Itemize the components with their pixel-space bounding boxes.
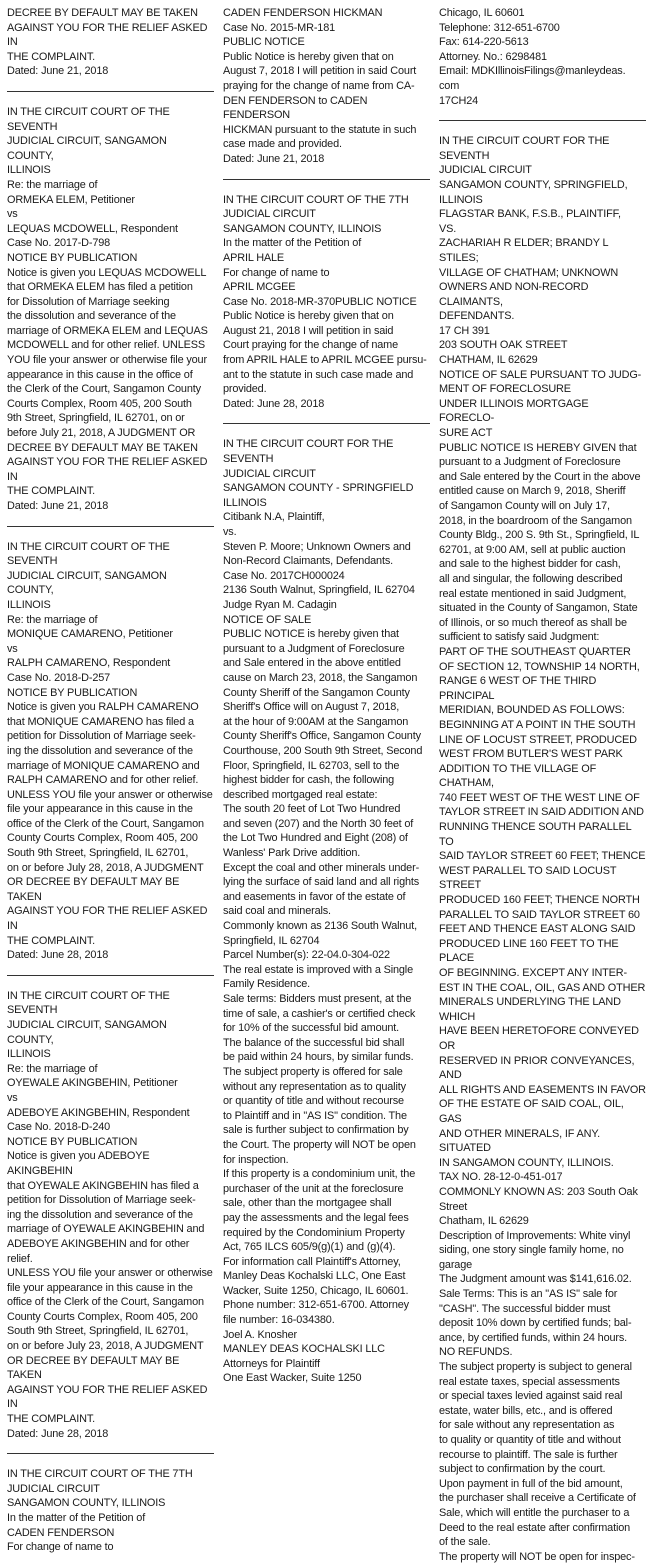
notice-line: PUBLIC NOTICE IS HEREBY GIVEN that <box>439 441 637 454</box>
notice-line: County Bldg., 200 S. 9th St., Springfield, IL <box>439 529 640 542</box>
notice-separator <box>7 91 214 92</box>
notice-line: The balance of the successful bid shall <box>223 1036 405 1049</box>
notice-line: Notice is given you LEQUAS MCDOWELL <box>7 266 207 279</box>
notice-line: Dated: June 21, 2018 <box>7 65 109 78</box>
notice-line: LINE OF LOCUST STREET, PRODUCED <box>439 733 637 746</box>
notice-line: County Courts Complex, Room 405, 200 <box>7 1310 198 1323</box>
notice-line: WEST FROM BUTLER'S WEST PARK <box>439 748 623 761</box>
notice-line: Court praying for the change of name <box>223 339 399 352</box>
notice-line: Attorney. No.: 6298481 <box>439 50 547 63</box>
notice-line: South 9th Street, Springfield, IL 62701, <box>7 847 189 860</box>
notice-line: AGAINST YOU FOR THE RELIEF ASKED IN <box>7 1383 208 1411</box>
notice-line: ant to the statute in such case made and <box>223 368 414 381</box>
notice-line: For change of name to <box>7 1541 114 1554</box>
notice-line: be paid within 24 hours, by similar funds. <box>223 1051 414 1064</box>
notice-line: WEST PARALLEL TO SAID LOCUST STREET <box>439 864 617 892</box>
notice-line: entitled cause on March 9, 2018, Sheriff <box>439 485 626 498</box>
notice-line: Case No. 2018-D-257 <box>7 671 111 684</box>
notice-line: The south 20 feet of Lot Two Hundred <box>223 803 401 816</box>
notice-line: Dated: June 28, 2018 <box>223 397 325 410</box>
notice-line: Family Residence. <box>223 978 311 991</box>
notice-line: Dated: June 28, 2018 <box>7 949 109 962</box>
notice-line: MONIQUE CAMARENO, Petitioner <box>7 628 173 641</box>
notice-line: IN THE CIRCUIT COURT OF THE SEVENTH <box>7 540 170 568</box>
legal-notice <box>7 105 214 514</box>
notice-line: MENT OF FORECLOSURE <box>439 383 571 396</box>
notice-line: HAVE BEEN HERETOFORE CONVEYED OR <box>439 1025 639 1052</box>
notice-line: 9th Street, Springfield, IL 62701, on or <box>7 412 185 425</box>
notice-line: OF THE ESTATE OF SAID COAL, OIL, GAS <box>439 1098 624 1125</box>
legal-notice <box>7 989 214 1441</box>
notice-line: marriage of MONIQUE CAMARENO and <box>7 759 200 772</box>
notice-line: vs <box>7 642 18 655</box>
notice-line: Chicago, IL 60601 <box>439 7 525 19</box>
notice-line: BEGINNING AT A POINT IN THE SOUTH <box>439 718 636 731</box>
notice-line: UNLESS YOU file your answer or otherwise <box>7 788 213 801</box>
notice-line: RALPH CAMARENO and for other relief. <box>7 774 199 787</box>
notice-line: recourse to plaintiff. The sale is further <box>439 1448 618 1461</box>
notice-line: Parcel Number(s): 22-04.0-304-022 <box>223 949 390 962</box>
notice-line: petition for Dissolution of Marriage seek- <box>7 1194 196 1207</box>
notice-line: 740 FEET WEST OF THE WEST LINE OF <box>439 791 640 804</box>
notice-line: OR DECREE BY DEFAULT MAY BE TAKEN <box>7 876 180 903</box>
notice-line: ALL RIGHTS AND EASEMENTS IN FAVOR <box>439 1083 646 1096</box>
notice-line: NO REFUNDS. <box>439 1346 513 1359</box>
notice-line: 17CH24 <box>439 94 479 107</box>
notice-line: In the matter of the Petition of <box>223 237 362 250</box>
notice-separator <box>223 423 430 424</box>
notice-line: Wanless' Park Drive addition. <box>223 847 361 860</box>
notice-line: Sale Terms: This is an "AS IS" sale for <box>439 1288 618 1301</box>
notice-line: One East Wacker, Suite 1250 <box>223 1372 362 1385</box>
notice-line: Public Notice is hereby given that on <box>223 50 394 63</box>
notice-line: IN SANGAMON COUNTY, ILLINOIS. <box>439 1156 614 1169</box>
notice-line: office of the Clerk of the Court, Sangamon <box>7 1296 204 1309</box>
notice-line: all and singular, the following described <box>439 572 623 585</box>
notice-line: Case No. 2015-MR-181 <box>223 21 336 34</box>
notice-line: For information call Plaintiff's Attorney, <box>223 1255 401 1268</box>
notice-line: before July 21, 2018, A JUDGMENT OR <box>7 427 196 440</box>
notice-line: TAYLOR STREET IN SAID ADDITION AND <box>439 806 644 819</box>
notice-line: garage <box>439 1258 473 1271</box>
notice-line: Dated: June 28, 2018 <box>7 1427 109 1440</box>
notice-line: YOU file your answer or otherwise file your <box>7 354 207 367</box>
notice-line: Courts Complex, Room 405, 200 South <box>7 397 192 410</box>
notice-line: highest bidder for cash, the following <box>223 774 395 787</box>
notice-line: VS. <box>439 222 457 235</box>
notice-line: Sheriff's Office will on August 7, 2018, <box>223 701 400 714</box>
notice-line: In the matter of the Petition of <box>7 1512 146 1524</box>
notice-line: OF SECTION 12, TOWNSHIP 14 NORTH, <box>439 660 640 673</box>
notice-line: NOTICE BY PUBLICATION <box>7 251 138 264</box>
notice-line: file your appearance in this cause in the <box>7 803 193 816</box>
notice-line: DECREE BY DEFAULT MAY BE TAKEN <box>7 7 198 19</box>
notice-line: sale is further subject to confirmation by <box>223 1124 409 1137</box>
notice-line: or special taxes levied against said real <box>439 1390 623 1403</box>
notice-line: OR DECREE BY DEFAULT MAY BE TAKEN <box>7 1354 180 1382</box>
notice-line: office of the Clerk of the Court, Sangamon <box>7 817 204 830</box>
notice-line: purchaser of the unit at the foreclosure <box>223 1182 404 1195</box>
notice-line: without any representation as to quality <box>223 1080 406 1093</box>
notice-line: that MONIQUE CAMARENO has filed a <box>7 715 194 728</box>
notice-line: CADEN FENDERSON <box>7 1526 115 1539</box>
notice-line: deposit 10% down by certified funds; bal- <box>439 1317 632 1330</box>
notice-line: DECREE BY DEFAULT MAY BE TAKEN <box>7 441 198 454</box>
notice-line: Re: the marriage of <box>7 613 98 626</box>
notice-line: time of sale, a cashier's or certified check <box>223 1007 416 1020</box>
notice-line: com <box>439 79 460 92</box>
notice-line: VILLAGE OF CHATHAM; UNKNOWN <box>439 266 619 279</box>
notice-line: RANGE 6 WEST OF THE THIRD PRINCIPAL <box>439 675 597 702</box>
notice-line: JUDICIAL CIRCUIT <box>7 1482 100 1495</box>
notice-separator <box>223 179 430 180</box>
notice-line: that OYEWALE AKINGBEHIN has filed a <box>7 1179 199 1192</box>
notice-line: MANLEY DEAS KOCHALSKI LLC <box>223 1343 385 1356</box>
notice-line: Commonly known as 2136 South Walnut, <box>223 920 417 933</box>
notice-line: The subject property is subject to general <box>439 1361 632 1374</box>
notice-line: provided. <box>223 383 267 396</box>
notice-line: Case No. 2017CH000024 <box>223 569 345 582</box>
notice-line: Act, 765 ILCS 605/9(g)(1) and (g)(4). <box>223 1241 396 1254</box>
notice-line: ZACHARIAH R ELDER; BRANDY L STILES; <box>439 237 609 264</box>
notice-line: Joel A. Knosher <box>223 1328 298 1341</box>
notice-line: SANGAMON COUNTY, ILLINOIS <box>7 1497 166 1510</box>
column-1 <box>7 6 214 1554</box>
notice-line: THE COMPLAINT. <box>7 1413 96 1426</box>
notice-line: described mortgaged real estate: <box>223 788 378 801</box>
notice-line: Description of Improvements: White vinyl <box>439 1229 631 1242</box>
notice-line: Notice is given you ADEBOYE AKINGBEHIN <box>7 1150 150 1177</box>
notice-line: Deed to the real estate after confirmation <box>439 1521 631 1534</box>
notice-line: sufficient to satisfy said Judgment: <box>439 631 600 644</box>
notice-line: 2018, in the boardroom of the Sangamon <box>439 514 632 527</box>
notice-line: Springfield, IL 62704 <box>223 934 320 947</box>
notice-line: HICKMAN pursuant to the statute in such <box>223 123 417 136</box>
notice-line: OF BEGINNING. EXCEPT ANY INTER- <box>439 967 627 979</box>
notice-line: PUBLIC NOTICE <box>223 36 305 49</box>
notice-line: Upon payment in full of the bid amount, <box>439 1477 623 1490</box>
notice-line: PRODUCED 160 FEET; THENCE NORTH <box>439 894 640 907</box>
notice-line: from APRIL HALE to APRIL MCGEE pursu- <box>223 354 427 367</box>
notice-line: JUDICIAL CIRCUIT <box>223 467 316 480</box>
notice-line: the Clerk of the Court, Sangamon County <box>7 383 201 396</box>
notice-line: Re: the marriage of <box>7 178 98 191</box>
notice-line: Judge Ryan M. Cadagin <box>223 598 337 611</box>
notice-line: Courthouse, 200 South 9th Street, Second <box>223 744 423 757</box>
notice-line: AGAINST YOU FOR THE RELIEF ASKED IN <box>7 21 208 49</box>
notice-line: PARALLEL TO SAID TAYLOR STREET 60 <box>439 908 640 921</box>
notice-line: 62701, at 9:00 AM, sell at public auction <box>439 543 626 556</box>
notice-line: OWNERS AND NON-RECORD CLAIMANTS, <box>439 281 589 308</box>
notice-line: and seven (207) and the North 30 feet of <box>223 817 414 830</box>
notice-line: cause on March 23, 2018, the Sangamon <box>223 671 418 684</box>
notice-line: If this property is a condominium unit, the <box>223 1168 416 1181</box>
notice-line: The subject property is offered for sale <box>223 1065 403 1078</box>
notice-line: ILLINOIS <box>7 598 51 611</box>
notice-line: FLAGSTAR BANK, F.S.B., PLAINTIFF, <box>439 208 621 221</box>
notice-line: RESERVED IN PRIOR CONVEYANCES, AND <box>439 1054 635 1082</box>
notice-line: RUNNING THENCE SOUTH PARALLEL TO <box>439 821 632 848</box>
notice-line: Floor, Springfield, IL 62703, sell to the <box>223 759 400 772</box>
notice-line: MINERALS UNDERLYING THE LAND WHICH <box>439 996 621 1023</box>
notice-line: MCDOWELL and for other relief. UNLESS <box>7 339 206 352</box>
notice-line: For change of name to <box>223 266 330 279</box>
notice-line: ADEBOYE AKINGBEHIN, Respondent <box>7 1106 190 1119</box>
notice-line: sale, other than the mortgagee shall <box>223 1197 392 1210</box>
notice-line: Attorneys for Plaintiff <box>223 1357 320 1370</box>
notice-line: SAID TAYLOR STREET 60 FEET; THENCE <box>439 850 646 863</box>
notice-line: marriage of ORMEKA ELEM and LEQUAS <box>7 324 208 337</box>
notice-line: vs. <box>223 526 237 538</box>
notice-line: Re: the marriage of <box>7 1062 98 1075</box>
notice-line: to Plaintiff and in "AS IS" condition. The <box>223 1109 407 1122</box>
notice-line: ILLINOIS <box>223 496 267 509</box>
notice-line: ILLINOIS <box>7 164 51 177</box>
notice-line: IN THE CIRCUIT COURT OF THE 7TH <box>7 1468 193 1481</box>
notice-line: NOTICE OF SALE PURSUANT TO JUDG- <box>439 368 642 381</box>
notice-line: JUDICIAL CIRCUIT, SANGAMON COUNTY, <box>7 135 167 162</box>
notice-line: Telephone: 312-651-6700 <box>439 21 560 34</box>
notice-line: 17 CH 391 <box>439 324 490 337</box>
notice-line: real estate taxes, special assessments <box>439 1375 620 1388</box>
legal-notice <box>223 6 430 167</box>
notice-line: vs <box>7 208 18 221</box>
notice-line: Except the coal and other minerals under- <box>223 861 420 874</box>
notice-line: Non-Record Claimants, Defendants. <box>223 555 393 568</box>
notice-line: praying for the change of name from CA- <box>223 79 415 92</box>
notice-line: Citibank N.A, Plaintiff, <box>223 511 325 524</box>
notice-line: pay the assessments and the legal fees <box>223 1211 409 1224</box>
notice-line: siding, one story single family home, no <box>439 1244 624 1257</box>
notice-line: RALPH CAMARENO, Respondent <box>7 657 171 670</box>
notice-line: OYEWALE AKINGBEHIN, Petitioner <box>7 1077 178 1090</box>
notice-line: PRODUCED LINE 160 FEET TO THE PLACE <box>439 937 619 965</box>
notice-line: for 10% of the successful bid amount. <box>223 1022 400 1035</box>
notice-line: Wacker, Suite 1250, Chicago, IL 60601. <box>223 1284 409 1297</box>
notice-line: Email: MDKIllinoisFilings@manleydeas. <box>439 65 626 78</box>
notice-line: MERIDIAN, BOUNDED AS FOLLOWS: <box>439 704 625 717</box>
notice-line: SANGAMON COUNTY - SPRINGFIELD <box>223 482 414 495</box>
notice-line: the dissolution and severance of the <box>7 310 176 323</box>
notice-separator <box>439 120 646 121</box>
notice-line: that ORMEKA ELEM has filed a petition <box>7 281 193 294</box>
notice-line: Case No. 2018-D-240 <box>7 1121 111 1134</box>
notice-line: APRIL HALE <box>223 251 285 264</box>
notice-line: the Lot Two Hundred and Eight (208) of <box>223 832 408 845</box>
notice-line: and Sale entered by the Court in the above <box>439 470 641 483</box>
notice-line: South 9th Street, Springfield, IL 62701, <box>7 1325 189 1338</box>
notice-line: Street <box>439 1200 468 1213</box>
notice-line: pursuant to a Judgment of Foreclosure <box>439 456 621 469</box>
notice-line: NOTICE OF SALE <box>223 613 312 626</box>
notice-line: of Illinois, or so much thereof as shall be <box>439 616 627 629</box>
notice-line: AGAINST YOU FOR THE RELIEF ASKED IN <box>7 456 208 483</box>
notice-line: at the hour of 9:00AM at the Sangamon <box>223 715 409 728</box>
notice-line: JUDICIAL CIRCUIT <box>439 164 532 177</box>
notice-line: ADDITION TO THE VILLAGE OF CHATHAM, <box>439 762 597 790</box>
legal-notice <box>7 6 214 79</box>
notice-line: COMMONLY KNOWN AS: 203 South Oak <box>439 1185 638 1198</box>
notice-line: the Court. The property will NOT be open <box>223 1138 416 1151</box>
notice-separator <box>7 975 214 976</box>
notice-line: ILLINOIS <box>7 1048 51 1061</box>
notice-line: to quality or quantity of title and without <box>439 1434 621 1446</box>
notice-line: IN THE CIRCUIT COURT OF THE SEVENTH <box>7 989 170 1017</box>
notice-line: DEFENDANTS. <box>439 310 515 323</box>
notice-line: APRIL MCGEE <box>223 281 296 294</box>
notice-separator <box>7 526 214 527</box>
notice-line: for inspection. <box>223 1153 289 1166</box>
notice-line: Case No. 2018-MR-370PUBLIC NOTICE <box>223 295 417 308</box>
notice-line: lying the surface of said land and all rights <box>223 876 420 889</box>
notice-line: County Sheriff's Office, Sangamon County <box>223 730 421 743</box>
notice-line: County Courts Complex, Room 405, 200 <box>7 832 198 845</box>
notice-line: LEQUAS MCDOWELL, Respondent <box>7 222 178 235</box>
notice-line: IN THE CIRCUIT COURT OF THE 7TH <box>223 193 409 206</box>
notice-line: NOTICE BY PUBLICATION <box>7 1135 138 1148</box>
legal-notice <box>7 540 214 963</box>
notice-line: required by the Condominium Property <box>223 1226 405 1239</box>
notice-line: PART OF THE SOUTHEAST QUARTER <box>439 645 631 658</box>
notice-line: Sale terms: Bidders must present, at the <box>223 993 412 1005</box>
notice-line: appearance in this cause in the office of <box>7 368 193 381</box>
notice-line: UNLESS YOU file your answer or otherwise <box>7 1267 213 1280</box>
notice-line: Phone number: 312-651-6700. Attorney <box>223 1299 409 1312</box>
notice-line: file number: 16-034380. <box>223 1314 335 1327</box>
notice-line: PUBLIC NOTICE is hereby given that <box>223 628 399 641</box>
notice-line: TAX NO. 28-12-0-451-017 <box>439 1171 563 1184</box>
notice-line: Public Notice is hereby given that on <box>223 310 394 323</box>
notice-line: situated in the County of Sangamon, State <box>439 602 638 615</box>
notice-line: SANGAMON COUNTY, ILLINOIS <box>223 222 382 235</box>
notice-line: said coal and minerals. <box>223 905 331 918</box>
legal-notice <box>439 134 646 1564</box>
notice-line: ing the dissolution and severance of the <box>7 744 193 757</box>
notice-line: vs <box>7 1091 18 1104</box>
notice-line: IN THE CIRCUIT COURT FOR THE SEVENTH <box>223 438 394 466</box>
notice-line: Chatham, IL 62629 <box>439 1215 529 1228</box>
notice-line: CADEN FENDERSON HICKMAN <box>223 7 383 19</box>
legal-notice <box>439 6 646 108</box>
notice-line: for sale without any representation as <box>439 1419 615 1432</box>
notice-line: JUDICIAL CIRCUIT <box>223 208 316 221</box>
notice-line: 2136 South Walnut, Springfield, IL 62704 <box>223 584 415 597</box>
notice-line: or quantity of title and without recourse <box>223 1095 404 1108</box>
notice-line: estate, water bills, etc., and is offered <box>439 1404 613 1417</box>
notice-line: JUDICIAL CIRCUIT, SANGAMON COUNTY, <box>7 1019 167 1046</box>
notice-line: THE COMPLAINT. <box>7 485 96 498</box>
legal-notice <box>223 437 430 1386</box>
notice-line: JUDICIAL CIRCUIT, SANGAMON COUNTY, <box>7 569 167 597</box>
notice-line: Sale, which will entitle the purchaser to a <box>439 1506 630 1519</box>
notice-line: of Sangamon County will on July 17, <box>439 500 610 512</box>
notice-line: Dated: June 21, 2018 <box>7 500 109 512</box>
notice-line: IN THE CIRCUIT COURT FOR THE SEVENTH <box>439 135 610 162</box>
column-2 <box>223 6 430 1385</box>
notice-line: real estate mentioned in said Judgment, <box>439 587 627 600</box>
notice-line: "CASH". The successful bidder must <box>439 1302 611 1315</box>
notice-line: ORMEKA ELEM, Petitioner <box>7 193 135 206</box>
notice-line: THE COMPLAINT. <box>7 934 96 947</box>
notice-line: case made and provided. <box>223 138 342 151</box>
notice-line: of the sale. <box>439 1536 491 1549</box>
notice-line: and sale to the highest bidder for cash, <box>439 558 621 571</box>
legal-notice <box>7 1467 214 1555</box>
notice-line: and Sale entered in the above entitled <box>223 657 401 670</box>
notice-line: CHATHAM, IL 62629 <box>439 354 538 367</box>
notice-line: Fax: 614-220-5613 <box>439 36 529 49</box>
legal-notice <box>223 193 430 412</box>
notice-line: NOTICE BY PUBLICATION <box>7 686 138 699</box>
notice-line: DEN FENDERSON to CADEN FENDERSON <box>223 94 368 122</box>
notice-line: Steven P. Moore; Unknown Owners and <box>223 540 411 553</box>
notice-line: UNDER ILLINOIS MORTGAGE FORECLO- <box>439 397 589 425</box>
notice-line: the purchaser shall receive a Certificate of <box>439 1492 636 1505</box>
notice-line: ance, by certified funds, within 24 hours. <box>439 1331 628 1344</box>
notice-line: petition for Dissolution of Marriage seek- <box>7 730 196 743</box>
notice-line: Case No. 2017-D-798 <box>7 237 111 250</box>
notice-line: 203 SOUTH OAK STREET <box>439 339 568 352</box>
notice-line: ILLINOIS <box>439 193 483 206</box>
notice-line: pursuant to a Judgment of Foreclosure <box>223 642 405 655</box>
notice-line: Dated: June 21, 2018 <box>223 152 325 165</box>
notice-line: The property will NOT be open for inspec- <box>439 1550 635 1563</box>
notice-line: Notice is given you RALPH CAMARENO <box>7 701 199 714</box>
notice-line: on or before July 23, 2018, A JUDGMENT <box>7 1340 204 1353</box>
notice-line: SURE ACT <box>439 427 493 440</box>
column-3 <box>439 6 646 1563</box>
notice-line: The Judgment amount was $141,616.02. <box>439 1273 632 1286</box>
notice-line: Manley Deas Kochalski LLC, One East <box>223 1270 406 1283</box>
notice-line: IN THE CIRCUIT COURT OF THE SEVENTH <box>7 105 170 133</box>
notice-line: on or before July 28, 2018, A JUDGMENT <box>7 861 204 874</box>
notice-line: County Sheriff of the Sangamon County <box>223 686 410 699</box>
notice-line: The real estate is improved with a Single <box>223 963 413 976</box>
notice-line: FEET AND THENCE EAST ALONG SAID <box>439 923 636 936</box>
notice-line: August 7, 2018 I will petition in said Court <box>223 65 417 78</box>
notice-line: AGAINST YOU FOR THE RELIEF ASKED IN <box>7 905 208 933</box>
notice-line: ing the dissolution and severance of the <box>7 1208 193 1221</box>
notice-line: SANGAMON COUNTY, SPRINGFIELD, <box>439 178 628 191</box>
notice-line: EST IN THE COAL, OIL, GAS AND OTHER <box>439 981 646 994</box>
notice-line: file your appearance in this cause in the <box>7 1281 193 1294</box>
notice-separator <box>7 1453 214 1454</box>
notice-line: and easements in favor of the estate of <box>223 890 406 903</box>
notice-line: August 21, 2018 I will petition in said <box>223 324 394 337</box>
notice-line: subject to confirmation by the court. <box>439 1463 606 1476</box>
notice-line: AND OTHER MINERALS, IF ANY. SITUATED <box>439 1127 600 1155</box>
notice-line: ADEBOYE AKINGBEHIN and for other relief. <box>7 1237 190 1265</box>
notice-line: for Dissolution of Marriage seeking <box>7 295 170 308</box>
notice-line: marriage of OYEWALE AKINGBEHIN and <box>7 1223 205 1236</box>
notice-line: THE COMPLAINT. <box>7 50 96 63</box>
